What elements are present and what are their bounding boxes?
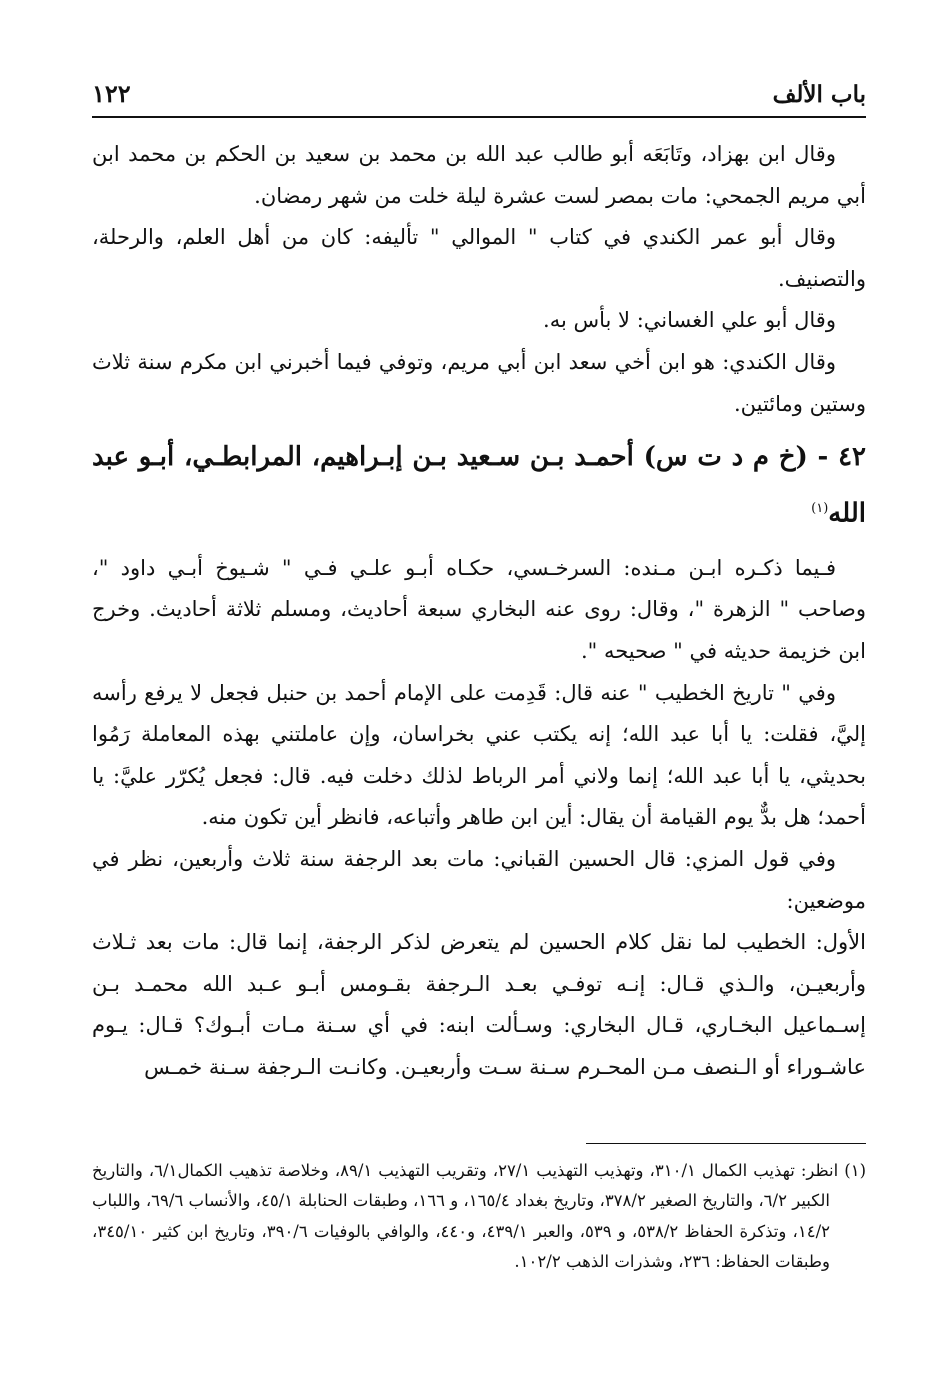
footnote-marker: (١)	[811, 501, 829, 517]
paragraph-2: وقال أبو عمر الكندي في كتاب " الموالي " تأليفه: كان من أهل العلم، والرحلة، والتصنيف.	[92, 225, 866, 291]
running-header	[92, 78, 866, 118]
paragraph-8: الأول: الخطيب لما نقل كلام الحسين لم يتعرض لذكر الرجفة، إنما قال: مات بعد ثـلاث وأربعيـن، والـذي قـال: إنـه توفـي بعـد الـرجفة بقـومس أبـو عـبد الله محمـد بـن إسـماعيل البخـاري، قـال البخاري: وسـألت ابنه: في أي سـنة مـات أبـوك؟ قـال: يـوم عاشـوراء أو الـنصف مـن المحـرم سـنة سـت وأربعيـن. وكانـت الـرجفة سـنة خمـس	[92, 930, 866, 1079]
footnote-divider	[586, 1143, 866, 1144]
paragraph-6: وفي " تاريخ الخطيب " عنه قال: قَدِمت على الإمام أحمد بن حنبل فجعل لا يرفع رأسه إليَّ، فقلت: يا أبا عبد الله؛ إنه يكتب عني بخراسان، وإن عاملتني بهذه المعاملة رَمُوا بحديثي، يا أبا عبد الله؛ إنما ولاني أمر الرباط لذلك دخلت فيه. قال: فجعل يُكرّر عليَّ: يا أحمد؛ هل بدٌّ يوم القيامة أن يقال: أين ابن طاهر وأتباعه، فانظر أين تكون منه.	[92, 680, 866, 830]
entry-heading	[92, 431, 866, 540]
paragraph-5: فـيما ذكـره ابـن مـنده: السرخـسي، حكـاه أبـو علـي فـي " شـيوخ أبـي داود "، وصاحب " الزهرة "، وقال: روى عنه البخاري سبعة أحاديث، ومسلم ثلاثة أحاديث. وخرج ابن خزيمة حديثه في " صحيحه ".	[92, 555, 866, 663]
body-text	[92, 134, 866, 1089]
paragraph-3: وقال أبو علي الغساني: لا بأس به.	[543, 308, 836, 333]
entry-heading-text: ٤٢ - (خ م د ت س) أحمـد بـن سـعيد بـن إبـراهيم، المرابطـي، أبـو عبد الله	[92, 442, 866, 529]
footnote-1: (١) انظر: تهذيب الكمال ٣١٠/١، وتهذيب التهذيب ٢٧/١، وتقريب التهذيب ٨٩/١، وخلاصة تذهيب الكمال٦/١، والتاريخ الكبير ٦/٢، والتاريخ الصغير ٣٧٨/٢، وتاريخ بغداد ١٦٥/٤، و ١٦٦، وطبقات الحنابلة ٤٥/١، والأنساب ٦٩/٦، واللباب ١٤/٢، وتذكرة الحفاظ ٥٣٨/٢، و ٥٣٩، والعبر ٤٣٩/١، و٤٤٠، والوافي بالوفيات ٣٩٠/٦، وتاريخ ابن كثير ٣٤٥/١٠، وطبقات الحفاظ: ٢٣٦، وشذرات الذهب ١٠٢/٢.	[92, 1161, 866, 1272]
book-page	[92, 0, 866, 1378]
footnotes	[92, 1156, 866, 1278]
paragraph-4: وقال الكندي: هو ابن أخي سعد ابن أبي مريم، وتوفي فيما أخبرني ابن مكرم سنة ثلاث وستين ومائتين.	[92, 349, 866, 416]
page-number: ١٢٢	[92, 79, 131, 108]
running-title: باب الألف	[772, 81, 866, 108]
paragraph-7: وفي قول المزي: قال الحسين القباني: مات بعد الرجفة سنة ثلاث وأربعين، نظر في موضعين:	[92, 846, 866, 913]
paragraph-1: وقال ابن بهزاد، وتَابَعَه أبو طالب عبد الله بن محمد بن سعيد بن الحكم بن محمد ابن أبي مريم الجمحي: مات بمصر لست عشرة ليلة خلت من شهر رمضان.	[92, 142, 866, 208]
